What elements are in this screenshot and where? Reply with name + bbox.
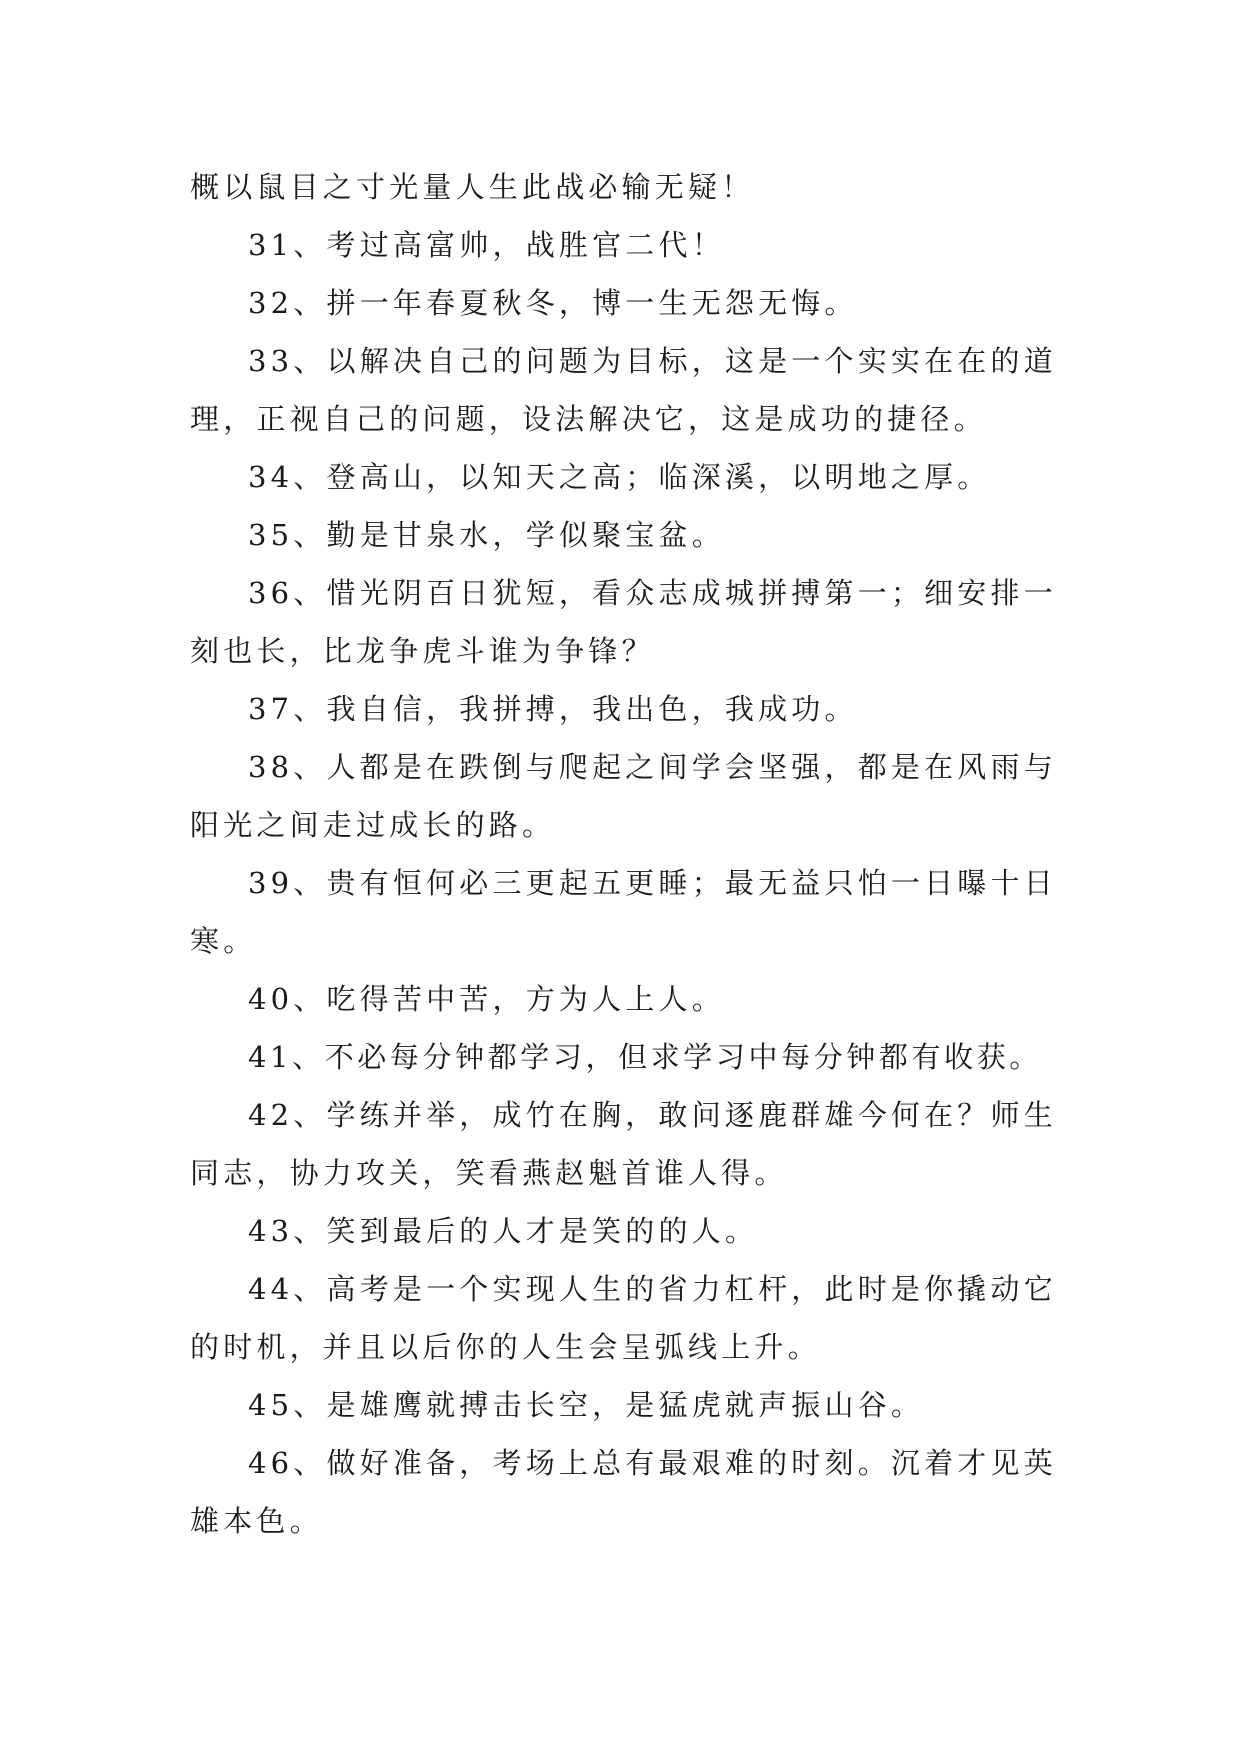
paragraph-34: 34、登高山，以知天之高；临深溪，以明地之厚。	[248, 460, 991, 494]
paragraph-40: 40、吃得苦中苦，方为人上人。	[248, 982, 725, 1016]
paragraph-35: 35、勤是甘泉水，学似聚宝盆。	[248, 518, 725, 552]
paragraph-38: 38、人都是在跌倒与爬起之间学会坚强，都是在风雨与阳光之间走过成长的路。	[190, 750, 1057, 842]
paragraph-45: 45、是雄鹰就搏击长空，是猛虎就声振山谷。	[248, 1388, 925, 1422]
paragraph-continuation: 概以鼠目之寸光量人生此战必输无疑！	[190, 170, 755, 204]
paragraph-44: 44、高考是一个实现人生的省力杠杆，此时是你撬动它的时机，并且以后你的人生会呈弧线上升。	[190, 1272, 1057, 1364]
paragraph-31: 31、考过高富帅，战胜官二代！	[248, 228, 725, 262]
paragraph-43: 43、笑到最后的人才是笑的的人。	[248, 1214, 759, 1248]
paragraph-39: 39、贵有恒何必三更起五更睡；最无益只怕一日曝十日寒。	[190, 866, 1057, 958]
paragraph-36: 36、惜光阴百日犹短，看众志成城拼搏第一；细安排一刻也长，比龙争虎斗谁为争锋？	[190, 576, 1057, 668]
paragraph-46: 46、做好准备，考场上总有最艰难的时刻。沉着才见英雄本色。	[190, 1446, 1057, 1538]
paragraph-42: 42、学练并举，成竹在胸，敢问逐鹿群雄今何在？师生同志，协力攻关，笑看燕赵魁首谁人得。	[190, 1098, 1057, 1190]
paragraph-41: 41、不必每分钟都学习，但求学习中每分钟都有收获。	[248, 1040, 1042, 1074]
paragraph-33: 33、以解决自己的问题为目标，这是一个实实在在的道理，正视自己的问题，设法解决它，这是成功的捷径。	[190, 344, 1057, 436]
paragraph-37: 37、我自信，我拼搏，我出色，我成功。	[248, 692, 858, 726]
document-body	[190, 158, 1070, 1550]
paragraph-32: 32、拼一年春夏秋冬，博一生无怨无悔。	[248, 286, 858, 320]
